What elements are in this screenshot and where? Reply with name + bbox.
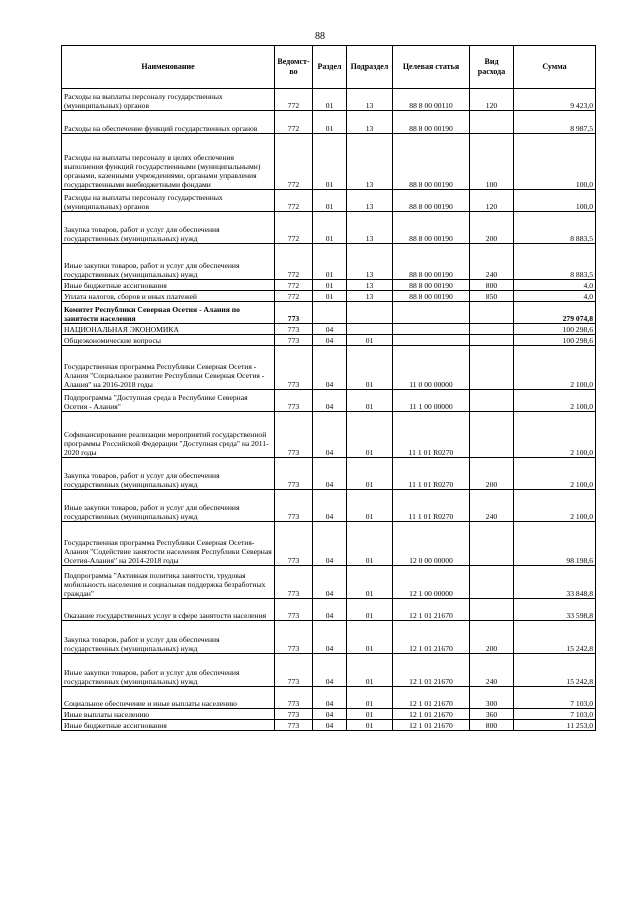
table-row <box>62 458 596 490</box>
row-sum: 7 103,0 <box>514 687 596 709</box>
table-row <box>62 390 596 412</box>
row-target: 12 1 01 21670 <box>393 720 470 731</box>
row-dept: 773 <box>275 522 313 566</box>
row-subsection: 01 <box>347 522 393 566</box>
row-dept: 773 <box>275 302 313 324</box>
row-section: 01 <box>313 212 347 244</box>
row-target: 12 1 00 00000 <box>393 566 470 599</box>
row-sum: 8 987,5 <box>514 111 596 134</box>
row-subsection: 13 <box>347 280 393 291</box>
row-name: Подпрограмма "Доступная среда в Республике Северная Осетия - Алания" <box>62 390 275 412</box>
table-row <box>62 89 596 111</box>
table-row <box>62 324 596 335</box>
row-sum: 15 242,8 <box>514 654 596 687</box>
row-subsection: 13 <box>347 190 393 212</box>
row-section <box>313 302 347 324</box>
row-type <box>470 302 514 324</box>
row-sum: 8 883,5 <box>514 244 596 280</box>
table-row <box>62 302 596 324</box>
row-section: 01 <box>313 190 347 212</box>
row-name: НАЦИОНАЛЬНАЯ ЭКОНОМИКА <box>62 324 275 335</box>
row-target <box>393 302 470 324</box>
row-dept: 773 <box>275 335 313 346</box>
row-dept: 773 <box>275 458 313 490</box>
row-subsection <box>347 302 393 324</box>
row-sum: 2 100,0 <box>514 412 596 458</box>
row-dept: 773 <box>275 687 313 709</box>
row-target: 12 1 01 21670 <box>393 621 470 654</box>
header-name: Наименование <box>62 46 275 89</box>
row-name: Оказание государственных услуг в сфере занятости населения <box>62 599 275 621</box>
row-type <box>470 599 514 621</box>
row-subsection: 01 <box>347 621 393 654</box>
table-row <box>62 566 596 599</box>
row-target: 88 8 00 00110 <box>393 89 470 111</box>
table-row <box>62 720 596 731</box>
row-target: 11 0 00 00000 <box>393 346 470 390</box>
row-name: Государственная программа Республики Северная Осетия - Алания "Социальное развитие Республики Северная Осетия - Алания" на 2016-2018 годы <box>62 346 275 390</box>
row-dept: 772 <box>275 190 313 212</box>
row-subsection: 01 <box>347 412 393 458</box>
row-sum: 33 848,8 <box>514 566 596 599</box>
row-subsection: 01 <box>347 566 393 599</box>
row-subsection: 01 <box>347 687 393 709</box>
table-row <box>62 244 596 280</box>
header-type: Вид расхода <box>470 46 514 89</box>
row-dept: 773 <box>275 412 313 458</box>
table-row <box>62 687 596 709</box>
row-dept: 773 <box>275 720 313 731</box>
row-name: Иные бюджетные ассигнования <box>62 720 275 731</box>
row-subsection: 01 <box>347 709 393 720</box>
row-type <box>470 335 514 346</box>
table-row <box>62 190 596 212</box>
row-type: 120 <box>470 190 514 212</box>
header-row <box>62 46 596 89</box>
row-name: Иные закупки товаров, работ и услуг для обеспечения государственных (муниципальных) нужд <box>62 654 275 687</box>
row-subsection: 13 <box>347 212 393 244</box>
row-subsection: 01 <box>347 720 393 731</box>
row-sum: 7 103,0 <box>514 709 596 720</box>
row-type: 850 <box>470 291 514 302</box>
row-subsection: 01 <box>347 346 393 390</box>
table-row <box>62 654 596 687</box>
row-section: 04 <box>313 412 347 458</box>
row-target: 88 8 00 00190 <box>393 190 470 212</box>
row-subsection: 13 <box>347 244 393 280</box>
row-section: 01 <box>313 134 347 190</box>
row-sum: 100 298,6 <box>514 335 596 346</box>
row-target: 88 8 00 00190 <box>393 291 470 302</box>
row-dept: 773 <box>275 709 313 720</box>
row-sum: 15 242,8 <box>514 621 596 654</box>
row-dept: 772 <box>275 291 313 302</box>
row-dept: 773 <box>275 621 313 654</box>
table-row <box>62 335 596 346</box>
row-target: 12 1 01 21670 <box>393 599 470 621</box>
row-name: Социальное обеспечение и иные выплаты населению <box>62 687 275 709</box>
row-section: 04 <box>313 346 347 390</box>
row-target: 12 1 01 21670 <box>393 654 470 687</box>
row-target: 12 0 00 00000 <box>393 522 470 566</box>
row-subsection: 01 <box>347 654 393 687</box>
row-dept: 772 <box>275 134 313 190</box>
table-row <box>62 490 596 522</box>
row-section: 01 <box>313 111 347 134</box>
row-subsection: 01 <box>347 599 393 621</box>
row-dept: 773 <box>275 654 313 687</box>
row-target: 12 1 01 21670 <box>393 687 470 709</box>
row-dept: 773 <box>275 346 313 390</box>
row-target: 11 1 01 R0270 <box>393 490 470 522</box>
row-sum: 100 298,6 <box>514 324 596 335</box>
table-row <box>62 412 596 458</box>
page-number: 88 <box>315 31 325 42</box>
row-name: Закупка товаров, работ и услуг для обеспечения государственных (муниципальных) нужд <box>62 212 275 244</box>
row-subsection <box>347 324 393 335</box>
row-name: Подпрограмма "Активная политика занятости, трудовая мобильность населения и социальная поддержка безработных граждан" <box>62 566 275 599</box>
row-type: 100 <box>470 134 514 190</box>
row-dept: 773 <box>275 390 313 412</box>
row-target: 88 8 00 00190 <box>393 212 470 244</box>
table-row <box>62 621 596 654</box>
table-row <box>62 709 596 720</box>
row-type: 240 <box>470 654 514 687</box>
row-subsection: 01 <box>347 490 393 522</box>
row-target: 11 1 01 R0270 <box>393 412 470 458</box>
table-row <box>62 134 596 190</box>
row-name: Расходы на выплаты персоналу государственных (муниципальных) органов <box>62 190 275 212</box>
row-dept: 773 <box>275 599 313 621</box>
budget-table <box>61 45 596 731</box>
header-subsection: Подраздел <box>347 46 393 89</box>
row-name: Софинансирование реализации мероприятий государственной программы Российской Федерации "Доступная среда" на 2011-2020 годы <box>62 412 275 458</box>
row-name: Закупка товаров, работ и услуг для обеспечения государственных (муниципальных) нужд <box>62 458 275 490</box>
row-name: Расходы на выплаты персоналу в целях обеспечения выполнения функций государственными (муниципальными) органами, казенными учреждениями, органами управления государственными внебюджетными фондами <box>62 134 275 190</box>
row-name: Иные закупки товаров, работ и услуг для обеспечения государственных (муниципальных) нужд <box>62 244 275 280</box>
row-section: 01 <box>313 291 347 302</box>
row-target: 88 8 00 00190 <box>393 134 470 190</box>
row-section: 04 <box>313 490 347 522</box>
row-type: 200 <box>470 621 514 654</box>
row-subsection: 13 <box>347 134 393 190</box>
row-type: 800 <box>470 720 514 731</box>
row-sum: 4,0 <box>514 291 596 302</box>
row-subsection: 01 <box>347 458 393 490</box>
row-type <box>470 566 514 599</box>
row-name: Иные закупки товаров, работ и услуг для обеспечения государственных (муниципальных) нужд <box>62 490 275 522</box>
row-sum: 4,0 <box>514 280 596 291</box>
header-dept: Ведомст-во <box>275 46 313 89</box>
row-sum: 279 074,8 <box>514 302 596 324</box>
row-target <box>393 324 470 335</box>
row-name: Расходы на выплаты персоналу государственных (муниципальных) органов <box>62 89 275 111</box>
row-sum: 2 100,0 <box>514 490 596 522</box>
row-target: 12 1 01 21670 <box>393 709 470 720</box>
row-dept: 772 <box>275 212 313 244</box>
row-section: 04 <box>313 709 347 720</box>
row-target: 11 1 01 R0270 <box>393 458 470 490</box>
row-dept: 772 <box>275 89 313 111</box>
row-sum: 8 883,5 <box>514 212 596 244</box>
row-sum: 100,0 <box>514 190 596 212</box>
row-dept: 772 <box>275 244 313 280</box>
row-dept: 773 <box>275 566 313 599</box>
row-section: 04 <box>313 522 347 566</box>
row-type <box>470 346 514 390</box>
row-subsection: 01 <box>347 390 393 412</box>
row-sum: 98 198,6 <box>514 522 596 566</box>
row-section: 04 <box>313 654 347 687</box>
row-section: 04 <box>313 335 347 346</box>
row-type: 120 <box>470 89 514 111</box>
row-subsection: 01 <box>347 335 393 346</box>
row-target: 88 8 00 00190 <box>393 280 470 291</box>
row-name: Иные бюджетные ассигнования <box>62 280 275 291</box>
row-section: 04 <box>313 324 347 335</box>
table-row <box>62 280 596 291</box>
row-sum: 2 100,0 <box>514 458 596 490</box>
row-type: 800 <box>470 280 514 291</box>
row-dept: 773 <box>275 490 313 522</box>
row-name: Комитет Республики Северная Осетия - Алания по занятости населения <box>62 302 275 324</box>
row-sum: 100,0 <box>514 134 596 190</box>
table-row <box>62 212 596 244</box>
row-type: 200 <box>470 458 514 490</box>
row-type: 240 <box>470 244 514 280</box>
row-name: Уплата налогов, сборов и иных платежей <box>62 291 275 302</box>
row-name: Расходы на обеспечение функций государственных органов <box>62 111 275 134</box>
row-section: 04 <box>313 458 347 490</box>
row-sum: 9 423,0 <box>514 89 596 111</box>
table-row <box>62 291 596 302</box>
table-row <box>62 599 596 621</box>
row-type: 360 <box>470 709 514 720</box>
header-target: Целевая статья <box>393 46 470 89</box>
row-subsection: 13 <box>347 291 393 302</box>
row-name: Закупка товаров, работ и услуг для обеспечения государственных (муниципальных) нужд <box>62 621 275 654</box>
row-section: 04 <box>313 720 347 731</box>
row-section: 01 <box>313 280 347 291</box>
row-section: 01 <box>313 89 347 111</box>
row-subsection: 13 <box>347 89 393 111</box>
row-type <box>470 522 514 566</box>
header-sum: Сумма <box>514 46 596 89</box>
row-sum: 2 100,0 <box>514 390 596 412</box>
row-type <box>470 111 514 134</box>
row-name: Государственная программа Республики Северная Осетия-Алания "Содействие занятости населения Республики Северная Осетия-Алания" на 2014-2018 годы <box>62 522 275 566</box>
header-section: Раздел <box>313 46 347 89</box>
row-type: 200 <box>470 212 514 244</box>
row-type: 240 <box>470 490 514 522</box>
row-type <box>470 390 514 412</box>
row-type <box>470 412 514 458</box>
row-section: 04 <box>313 390 347 412</box>
row-sum: 33 598,8 <box>514 599 596 621</box>
table-body <box>62 89 596 731</box>
row-target: 88 8 00 00190 <box>393 111 470 134</box>
row-target <box>393 335 470 346</box>
row-dept: 773 <box>275 324 313 335</box>
row-sum: 2 100,0 <box>514 346 596 390</box>
row-dept: 772 <box>275 111 313 134</box>
row-target: 88 8 00 00190 <box>393 244 470 280</box>
row-section: 04 <box>313 687 347 709</box>
row-subsection: 13 <box>347 111 393 134</box>
row-sum: 11 253,0 <box>514 720 596 731</box>
row-dept: 772 <box>275 280 313 291</box>
row-target: 11 1 00 00000 <box>393 390 470 412</box>
row-type: 300 <box>470 687 514 709</box>
table-row <box>62 111 596 134</box>
row-section: 01 <box>313 244 347 280</box>
row-type <box>470 324 514 335</box>
row-section: 04 <box>313 621 347 654</box>
table-row <box>62 522 596 566</box>
row-section: 04 <box>313 599 347 621</box>
row-name: Иные выплаты населению <box>62 709 275 720</box>
row-name: Общеэкономические вопросы <box>62 335 275 346</box>
table-row <box>62 346 596 390</box>
row-section: 04 <box>313 566 347 599</box>
